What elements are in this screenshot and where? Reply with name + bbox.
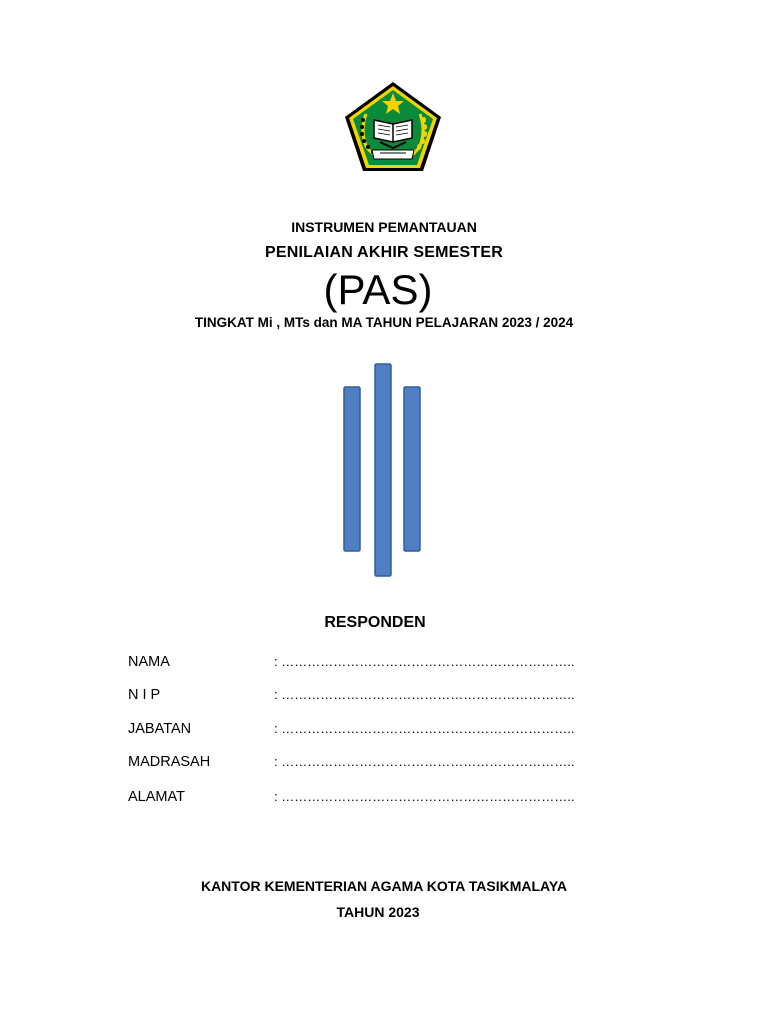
document-acronym: (PAS) (323, 266, 433, 313)
field-label: ALAMAT (128, 789, 185, 805)
document-level-year: TINGKAT Mi , MTs dan MA TAHUN PELAJARAN 2023 / 2024 (194, 315, 574, 330)
field-label: MADRASAH (128, 754, 211, 770)
field-value: : ………………………………………………………….. (274, 721, 575, 736)
field-value: : ………………………………………………………….. (274, 754, 575, 769)
field-label: NAMA (128, 654, 170, 670)
field-value: : ………………………………………………………….. (274, 789, 575, 804)
field-value: : ………………………………………………………….. (274, 654, 575, 669)
document-subtitle: INSTRUMEN PEMANTAUAN (291, 219, 477, 235)
office-name: KANTOR KEMENTERIAN AGAMA KOTA TASIKMALAYA (200, 878, 568, 894)
field-label: N I P (128, 687, 161, 703)
kemenag-emblem-icon (342, 80, 444, 174)
field-value: : ………………………………………………………….. (274, 687, 575, 702)
decorative-bars-icon (342, 362, 424, 580)
document-title: PENILAIAN AKHIR SEMESTER (264, 244, 503, 261)
field-label: JABATAN (128, 721, 192, 737)
document-year: TAHUN 2023 (336, 904, 420, 920)
respondent-heading: RESPONDEN (324, 614, 426, 631)
